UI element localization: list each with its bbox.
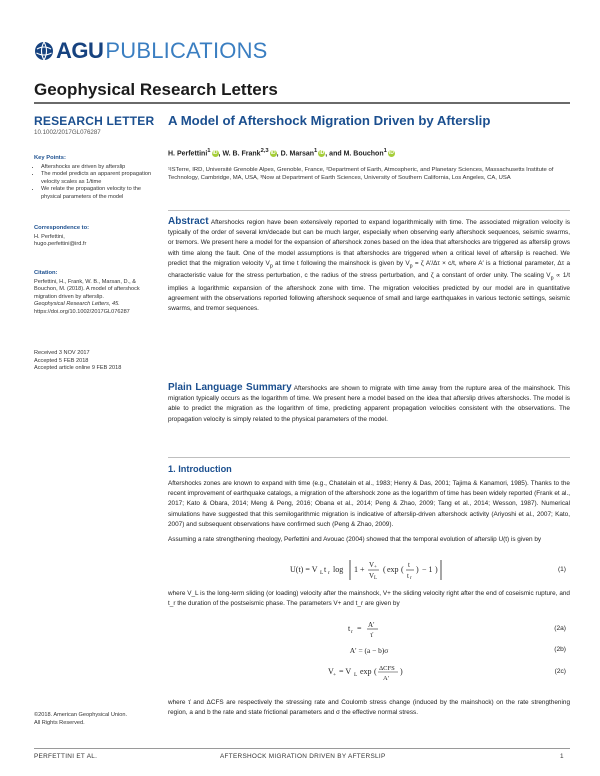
agu-publications-logo <box>34 34 268 68</box>
svg-text:): ) <box>400 667 403 676</box>
subscript: p <box>269 263 273 270</box>
author-affil-sup: 2,3 <box>260 148 269 154</box>
page-number: 1 <box>560 753 564 760</box>
svg-text:(: ( <box>374 667 377 676</box>
svg-text:V: V <box>369 561 375 569</box>
logo-publications-text: PUBLICATIONS <box>105 38 268 63</box>
intro-paragraph: Aftershocks zones are known to expand with time (e.g., Chatelain et al., 1983; Henry & Das, 2001; Tajima & Kanamori, 1985). Thanks to the recent improvement of earthquake catalogs, a migration of the aftershock zone as the logarithm of time has been widely reported (Frank et al., 2017; Kato & Obara, 2014; Meng & Peng, 2016; Obana et al., 2014; Peng & Zhao, 2009; Tang et al., 2014; Wesson, 1987). Numerical simulations have suggested that this semilogarithmic migration is indicative of afterslip-driven aftershock activity (Ariyoshi et al., 2007; Kato, 2007) and subsequent observations have confirmed such (Peng & Zhao, 2009). <box>168 480 570 528</box>
svg-text:U(t) = V: U(t) = V <box>290 565 318 574</box>
equation-1 <box>168 557 570 583</box>
article-type: RESEARCH LETTER <box>34 114 155 128</box>
author-separator: , and <box>325 150 344 158</box>
equation-number: (2b) <box>554 646 566 653</box>
equation-2a <box>168 619 570 639</box>
abstract-text: Aftershocks region have been extensively reported to expand logarithmically with time. The associated migration velocity is typically of the order of several km/decade but can be much larger, especially when observing early aftershock sequences, seismic swarms, or tremors. We present here a model for the expansion of aftershock zones based on the idea that aftershocks are triggered as afterslip grows with time along the fault. One of the model assumptions is that aftershocks are triggered when a critical level of afterslip is reached. We predict that the migration velocity V <box>168 219 570 267</box>
article-dates <box>34 350 152 373</box>
author-name: M. Bouchon <box>343 150 384 158</box>
svg-text:exp: exp <box>387 565 399 574</box>
correspondence-email[interactable]: hugo.perfettini@ird.fr <box>34 241 87 248</box>
equation-explanation: where τ̇ and ΔCFS are respectively the stressing rate and Coulomb stress change (induced by the mainshock) on the rate strengthening region, a and b the rate and state frictional parameters and σ the effective normal stress. <box>168 699 570 717</box>
svg-text:L: L <box>374 576 378 581</box>
svg-text:ΔCFS: ΔCFS <box>379 665 395 672</box>
citation-journal: Geophysical Research Letters, 45. <box>34 301 120 308</box>
orcid-icon[interactable]: iD <box>319 149 325 156</box>
plain-language-summary <box>168 383 570 425</box>
svg-text:t: t <box>408 561 410 569</box>
abstract-text: at time t following the mainshock is given by V <box>272 259 410 267</box>
svg-text:V: V <box>328 667 334 676</box>
copyright-notice <box>34 712 154 727</box>
svg-text:(: ( <box>401 565 404 574</box>
orcid-icon[interactable]: iD <box>212 149 218 156</box>
orcid-icon[interactable]: iD <box>388 149 394 156</box>
svg-text:=: = <box>357 624 362 633</box>
svg-text:(: ( <box>383 565 386 574</box>
footer-running-title: AFTERSHOCK MIGRATION DRIVEN BY AFTERSLIP <box>220 753 386 760</box>
svg-text:r: r <box>410 576 412 581</box>
equation-number: (1) <box>557 566 566 573</box>
svg-text:): ) <box>416 565 419 574</box>
key-point: • The model predicts an apparent propagation velocity scales as 1/time <box>41 171 152 186</box>
svg-text:r: r <box>351 629 353 635</box>
author-separator: , <box>276 150 281 158</box>
svg-text:V: V <box>369 572 375 580</box>
abstract-text: ∝ 1/t implies a logarithmic expansion of the aftershock zone with time. The migration velocities predicted by our model are in quantitative agreement with the observations reported following aftershock sequence of small and large earthquakes in various tectonic settings, seismic swarms, and tremor sequences. <box>168 272 570 313</box>
abstract <box>168 217 570 314</box>
svg-text:τ̇: τ̇ <box>370 631 373 639</box>
author-name: H. Perfettini <box>168 150 208 158</box>
equation-explanation: where V_L is the long-term sliding (or loading) velocity after the mainshock, V+ the sliding velocity right after the end of coseismic rupture, and t_r the duration of the postseismic phase. The parameters V+ and t_r are given by <box>168 590 570 608</box>
equation-2b-text: A′ = (a − b)σ <box>349 646 389 655</box>
equation-number: (2a) <box>554 625 566 632</box>
citation-heading: Citation: <box>34 270 58 276</box>
key-points-block <box>34 155 152 202</box>
accepted-date: Accepted 5 FEB 2018 <box>34 357 89 364</box>
svg-text:exp: exp <box>360 667 372 676</box>
logo-agu-text: AGU <box>56 38 104 63</box>
header-divider <box>34 102 570 104</box>
author-name: W. B. Frank <box>222 150 261 158</box>
svg-text:+: + <box>333 672 337 678</box>
correspondence-heading: Correspondence to: <box>34 225 90 231</box>
correspondence-block <box>34 225 152 249</box>
rights-line: All Rights Reserved. <box>34 719 85 726</box>
affiliations: ¹ISTerre, IRD, Université Grenoble Alpes, Grenoble, France, ²Department of Earth, Atmospheric, and Planetary Sciences, Massachusetts Institute of Technology, Cambridge, MA, USA, ³Now at Department of Earth Sciences, University of Southern California, Los Angeles, CA, USA <box>168 167 554 182</box>
equation-2a-graphic <box>168 619 570 639</box>
footer-divider <box>34 748 570 749</box>
intro-paragraph: Assuming a rate strengthening rheology, Perfettini and Avouac (2004) showed that the temporal evolution of afterslip U(t) is given by <box>168 536 542 543</box>
svg-text:A′: A′ <box>368 621 375 629</box>
svg-text:t: t <box>324 565 327 574</box>
equation-2b <box>168 644 570 658</box>
svg-text:t: t <box>348 624 351 633</box>
correspondence-name: H. Perfettini, <box>34 233 65 240</box>
author-name: D. Marsan <box>280 150 315 158</box>
journal-title: Geophysical Research Letters <box>34 80 278 99</box>
article-doi: 10.1002/2017GL076287 <box>34 129 101 136</box>
globe-icon <box>34 41 54 61</box>
subscript: p <box>550 275 554 282</box>
svg-text:log: log <box>333 565 344 574</box>
section-divider <box>168 210 570 211</box>
citation-doi-link[interactable]: https://doi.org/10.1002/2017GL076287 <box>34 308 130 315</box>
citation-block <box>34 270 152 317</box>
key-point: • Aftershocks are driven by afterslip <box>41 164 152 172</box>
footer-authors: PERFETTINI ET AL. <box>34 753 98 760</box>
svg-text:t: t <box>407 572 409 580</box>
author-affil-sup: 1 <box>207 148 211 154</box>
svg-text:): ) <box>435 565 438 574</box>
author-affil-sup: 1 <box>383 148 387 154</box>
plain-summary-heading: Plain Language Summary <box>168 382 292 393</box>
received-date: Received 3 NOV 2017 <box>34 350 90 356</box>
key-points-heading: Key Points: <box>34 155 66 161</box>
equation-2c <box>168 661 570 683</box>
copyright-line: ©2018. American Geophysical Union. <box>34 712 128 718</box>
author-affil-sup: 1 <box>314 148 318 154</box>
equation-number: (2c) <box>554 668 566 675</box>
key-point: • We relate the propagation velocity to the physical parameters of the model <box>41 186 152 201</box>
online-date: Accepted article online 9 FEB 2018 <box>34 365 122 372</box>
svg-text:1 +: 1 + <box>354 565 365 574</box>
plain-summary-text: Aftershocks are shown to migrate with time away from the rupture area of the mainshock. This migration typically occurs as the logarithm of time. We present here a model based on the idea that afterslip drives aftershocks. The model is able to predict the migration as the logarithm of time, predicting apparent propagation velocities consistent with the observations. The propagation velocity is simply related to the physical parameters of the model. <box>168 385 570 423</box>
svg-text:= V: = V <box>339 667 352 676</box>
key-points-list <box>34 164 152 202</box>
abstract-heading: Abstract <box>168 216 209 227</box>
author-separator: , <box>218 150 223 158</box>
svg-text:L: L <box>354 672 358 678</box>
abstract-text: = ζ A′/Δτ × c/t, where A′ is a frictional parameter, Δτ a characteristic value for the stress perturbation, c the radius of the stress perturbation, and ζ a constant of order unity. The scaling V <box>168 259 570 280</box>
article-title: A Model of Aftershock Migration Driven by Afterslip <box>168 113 491 128</box>
author-list <box>168 148 570 157</box>
section-divider <box>168 457 570 458</box>
svg-text:r: r <box>328 570 330 576</box>
equation-1-graphic <box>168 557 570 583</box>
citation-text: Perfettini, H., Frank, W. B., Marsan, D., & Bouchon, M. (2018). A model of aftershock migration driven by afterslip. <box>34 278 140 300</box>
svg-text:A′: A′ <box>383 675 390 682</box>
svg-text:L: L <box>320 570 324 576</box>
svg-text:+: + <box>374 565 377 570</box>
subscript: p <box>409 263 413 270</box>
equation-2c-graphic <box>168 661 570 683</box>
orcid-icon[interactable]: iD <box>270 149 276 156</box>
svg-text:− 1: − 1 <box>422 565 433 574</box>
section-heading-introduction: 1. Introduction <box>168 464 232 474</box>
